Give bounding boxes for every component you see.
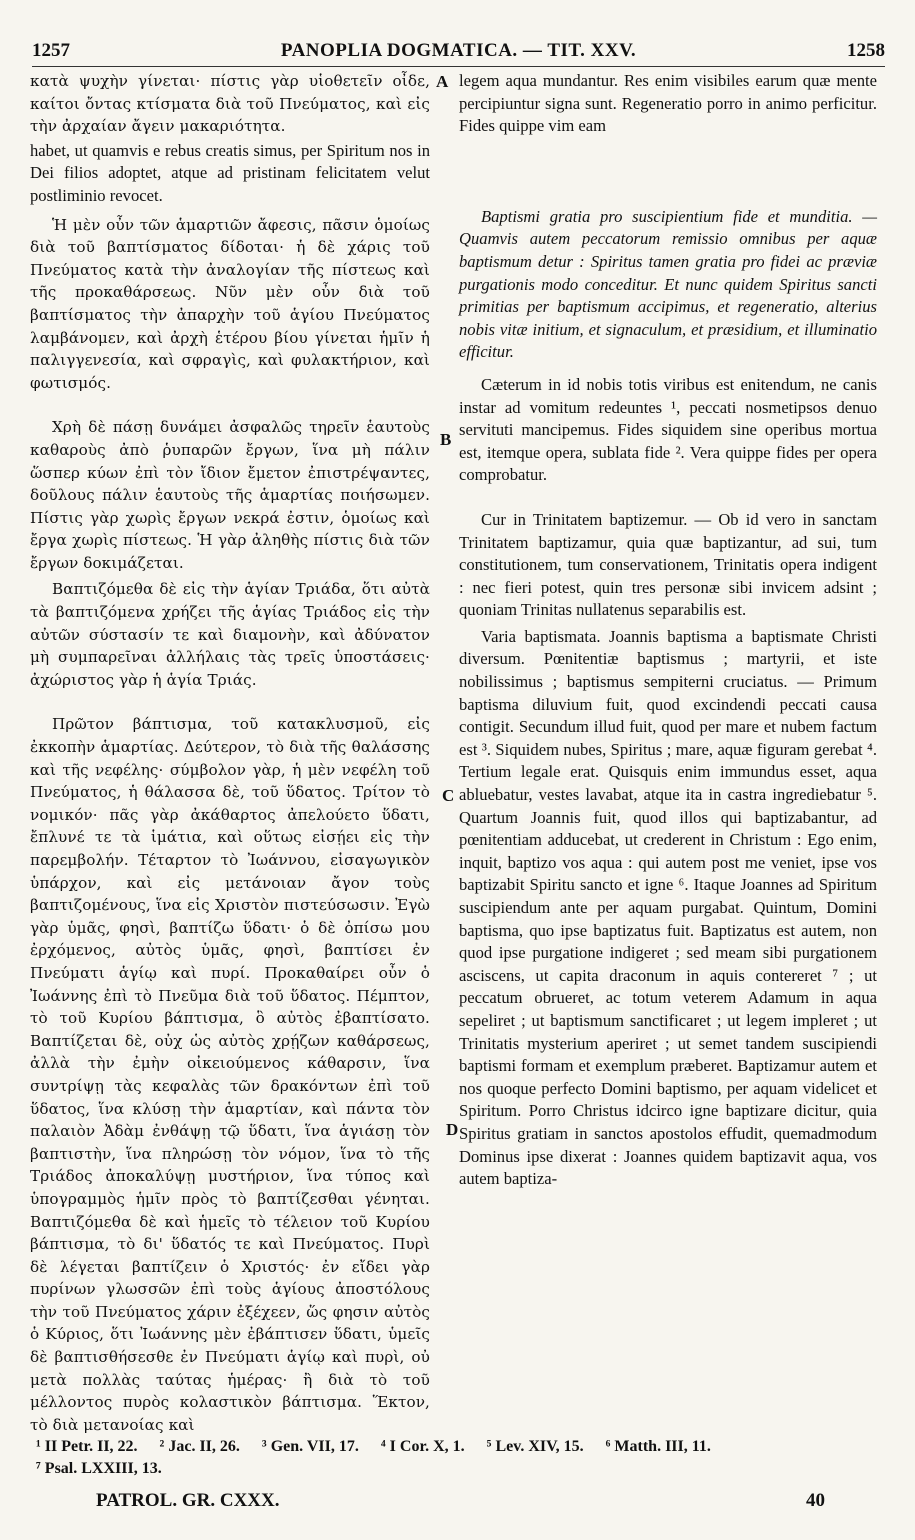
greek-paragraph-3: Χρὴ δὲ πάσῃ δυνάμει ἀσφαλῶς τηρεῖν ἑαυτοὺς καθαροὺς ἀπὸ ῥυπαρῶν ἔργων, ἵνα μὴ πάλιν ὥσπερ κύων ἐπὶ τὸν ἴδιον ἔμετον ἐπιστρέψαντες, δοῦλους πάλιν ἑαυτοὺς τῆς ἁμαρτίας ποιήσωμεν. Πίστις γὰρ χωρὶς ἔργων νεκρά ἐστιν, ὁμοίως καὶ ἔργα χωρὶς πίστεως. Ἡ γὰρ ἀληθὴς πίστις διὰ τῶν ἔργων δοκιμάζεται. [30,418,430,572]
footnote-3: ³ Gen. VII, 17. [261,1438,359,1455]
greek-paragraph-5: Πρῶτον βάπτισμα, τοῦ κατακλυσμοῦ, εἰς ἐκκοπὴν ἁμαρτίας. Δεύτερον, τὸ διὰ τῆς θαλάσσης καὶ τῆς νεφέλης· σύμβολον γὰρ, ἡ μὲν νεφέλη τοῦ Πνεύματος, ἡ θάλασσα δὲ, τοῦ ὕδατος. Τρίτον τὸ νομικόν· πᾶς γὰρ ἀκάθαρτος ἀπελούετο ὕδατι, ἔπλυνέ τε τὰ ἱμάτια, καὶ οὕτως εἰσῄει εἰς τὴν παρεμβολήν. Τέταρτον τὸ Ἰωάννου, εἰσαγωγικὸν ὑπάρχον, καὶ εἰς μετάνοιαν ἄγον τοὺς βαπτιζομένους, ἵνα εἰς Χριστὸν πιστεύσωσιν. Ἐγὼ γὰρ ὑμᾶς, φησὶ, βαπτίζω ὕδατι· ὁ δὲ ὀπίσω μου ἐρχόμενος, αὐτὸς ὑμᾶς, φησὶ, βαπτίσει ἐν Πνεύματι ἁγίῳ καὶ πυρί. Προκαθαίρει οὖν ὁ Ἰωάννης ἐπὶ τὸ Πνεῦμα διὰ τοῦ ὕδατος. Πέμπτον, τὸ τοῦ Κυρίου βάπτισμα, ὃ αὐτὸς ἐβαπτίσατο. Βαπτίζεται δὲ, οὐχ ὡς αὐτὸς χρῄζων καθάρσεως, ἀλλὰ τὴν ἐμὴν οἰκειούμενος κάθαρσιν, ἵνα συντρίψῃ τὰς κεφαλὰς τῶν δρακόντων ἐπὶ τοῦ ὕδατος, ἵνα κλύσῃ τὴν ἁμαρτίαν, καὶ πάντα τὸν παλαιὸν Ἀδὰμ ἐνθάψῃ τῷ ὕδατι, ἵνα ἁγιάσῃ τὸν βαπτιστὴν, ἵνα πληρώσῃ τὸν νόμον, ἵνα τὸ τῆς Τριάδος ἀποκαλύψῃ μυστήριον, ἵνα τύπος καὶ ὑπογραμμὸς ἡμῖν πρὸς τὸ βαπτίζεσθαι γένηται. Βαπτιζόμεθα δὲ καὶ ἡμεῖς τὸ τέλειον τοῦ Κυρίου βάπτισμα, τὸ δι' ὕδατός τε καὶ Πνεύματος. Πυρὶ δὲ λέγεται βαπτίζειν ὁ Χριστός· ἐν εἴδει γὰρ πυρίνων γλωσσῶν ἐπὶ τοὺς ἁγίους ἀποστόλους τὴν τοῦ Πνεύματος χάριν ἐξέχεεν, ὥς φησιν αὐτὸς ὁ Κύριος, ὅτι Ἰωάννης μὲν ἐβάπτισεν ὕδατι, ὑμεῖς δὲ βαπτισθήσεσθε ἐν Πνεύματι ἁγίῳ καὶ πυρὶ, οὐ μετὰ πολλὰς ταύτας ἡμέρας· ἢ διὰ τὸ τοῦ μέλλοντος πυρὸς κολαστικὸν βάπτισμα. Ἕκτον, τὸ διὰ μετανοίας καὶ [30,715,430,1434]
footnote-1: ¹ II Petr. II, 22. [36,1438,138,1455]
footnote-6: ⁶ Matth. III, 11. [605,1438,711,1455]
left-page-number: 1257 [32,40,70,61]
latin-paragraph-5: Varia baptismata. Joannis baptisma a baptismate Christi diversum. Pœnitentiæ baptismus ; martyrii, et iste nobilissimus ; baptismus sempiterni cruciatus. — Primum baptisma diluvium fuit, quod excindendi peccati causa contigit. Secundum illud fuit, quod per mare et nubem factum est ³. Siquidem nubes, Spiritus ; mare, aquæ figuram gerebat ⁴. Tertium legale erat. Quisquis enim immundus esset, aqua abluebatur, vestes lavabat, atque ita in castra ingrediebatur ⁵. Quartum Joannis fuit, quod illos qui baptizabantur, ad pœnitentiam adducebat, ut crederent in Christum : Ego enim, inquit, baptizo vos aqua : qui autem post me veniet, ipse vos baptizabit Spiritu sancto et igne ⁶. Itaque Joannes ad Spiritum suscipiendum ante per aquam purgabat. Quintum, Domini baptisma, quo ipse baptizatus fuit. Baptizatus est autem, non quod ipse purgatione indigeret ; sed meam sibi purgationem asciscens, ut capita draconum in aquis contereret ⁷ ; ut peccatum obrueret, ac totum veterem Adamum in aqua sepeliret ; ut baptismum sanctificaret ; ut legem impleret ; ut Trinitatis mysterium aperiret ; ut semet tandem suscipiendi baptismi formam et exemplum præberet. Baptizamur autem et nos quoque perfecto Domini baptismo, per aquam videlicet et Spiritum. Porro Christus idcirco igne baptizare dicitur, quia Spiritus gratiam in sanctos apostolos effudit, quemadmodum Dominus ipse dixerat : Joannes quidem baptizavit aqua, vos autem baptiza- [459,626,877,1189]
greek-paragraph-2: Ἡ μὲν οὖν τῶν ἁμαρτιῶν ἄφεσις, πᾶσιν ὁμοίως διὰ τοῦ βαπτίσματος δίδοται· ἡ δὲ χάρις τοῦ Πνεύματος κατὰ τὴν ἀναλογίαν τῆς πίστεως καὶ τῆς προκαθάρσεως. Νῦν μὲν οὖν διὰ τοῦ βαπτίσματος τὴν ἀπαρχὴν τοῦ ἁγίου Πνεύματος λαμβάνομεν, καὶ ἀρχὴ ἑτέρου βίου γίνεται ἡμῖν ἡ παλιγγενεσία, καὶ σφραγὶς, καὶ φυλακτήριον, καὶ φωτισμός. [30,215,430,392]
footnote-7: ⁷ Psal. LXXIII, 13. [36,1460,162,1477]
latin-overflow-paragraph: habet, ut quamvis e rebus creatis simus, per Spiritum nos in Dei filios adoptet, atque ad pristinam felicitatem velut postliminio revocet. [30,140,430,205]
margin-letter-c: C [442,786,455,805]
margin-letter-a: A [436,72,449,91]
greek-column [30,70,430,1436]
footnote-5: ⁵ Lev. XIV, 15. [486,1438,584,1455]
footnotes [36,1436,885,1480]
latin-paragraph-1: legem aqua mundantur. Res enim visibiles earum quæ mente percipiuntur signa sunt. Regeneratio porro in animo perficitur. Fides quippe vim eam [459,71,877,136]
page-footer [96,1490,825,1512]
margin-letter-d: D [446,1120,459,1139]
page-header [32,34,885,67]
running-title: PANOPLIA DOGMATICA. — TIT. XXV. [280,40,637,61]
right-page-number: 1258 [847,40,885,61]
latin-paragraph-2: Baptismi gratia pro suscipientium fide et munditia. — Quamvis autem peccatorum remissio omnibus per aquæ baptismum detur : Spiritus tamen gratia pro fidei ac præviæ purgationis modo conceditur. Et nunc quidem Spiritus sancti primitias per baptismum accipimus, et regeneratio, alterius nobis vitæ initium, et signaculum, et præsidium, et illuminatio efficitur. [459,206,877,362]
latin-paragraph-3: Cæterum in id nobis totis viribus est enitendum, ne canis instar ad vomitum redeuntes ¹, peccati nosmetipsos denuo servituti mancipemus. Fides siquidem sine operibus mortua est, itemque opera, sublata fide ². Vera quippe fides per opera comprobatur. [459,374,877,485]
footnote-4: ⁴ I Cor. X, 1. [380,1438,465,1455]
footnote-2: ² Jac. II, 26. [159,1438,240,1455]
latin-column [459,70,877,1191]
margin-letter-b: B [440,430,452,449]
series-signature: PATROL. GR. CXXX. [96,1490,280,1511]
sheet-number: 40 [806,1490,825,1511]
greek-paragraph-4: Βαπτιζόμεθα δὲ εἰς τὴν ἁγίαν Τριάδα, ὅτι αὐτὰ τὰ βαπτιζόμενα χρήζει τῆς ἁγίας Τριάδος εἰς τὴν αὐτῶν σύστασίν τε καὶ διαμονὴν, καὶ ἀδύνατον μὴ συμπαρεῖναι ἀλλήλαις τὰς τρεῖς ὑποστάσεις· ἀχώριστος γὰρ ἡ ἁγία Τριάς. [30,580,430,689]
latin-paragraph-4: Cur in Trinitatem baptizemur. — Ob id vero in sanctam Trinitatem baptizamur, quia quæ baptizantur, ad sui, tum constitutionem, tum conservationem, Trinitatis opera indigent : nec fieri potest, quin tres personæ sibi invicem adsint ; quoniam Trinitas nullatenus separabilis est. [459,509,877,620]
footnote-row-1 [36,1436,885,1458]
footnote-row-2 [36,1458,885,1480]
greek-paragraph-1: κατὰ ψυχὴν γίνεται· πίστις γὰρ υἱοθετεῖν οἶδε, καίτοι ὄντας κτίσματα διὰ τοῦ Πνεύματος, καὶ εἰς τὴν ἀρχαίαν ἄγειν μακαριότητα. [30,72,430,136]
